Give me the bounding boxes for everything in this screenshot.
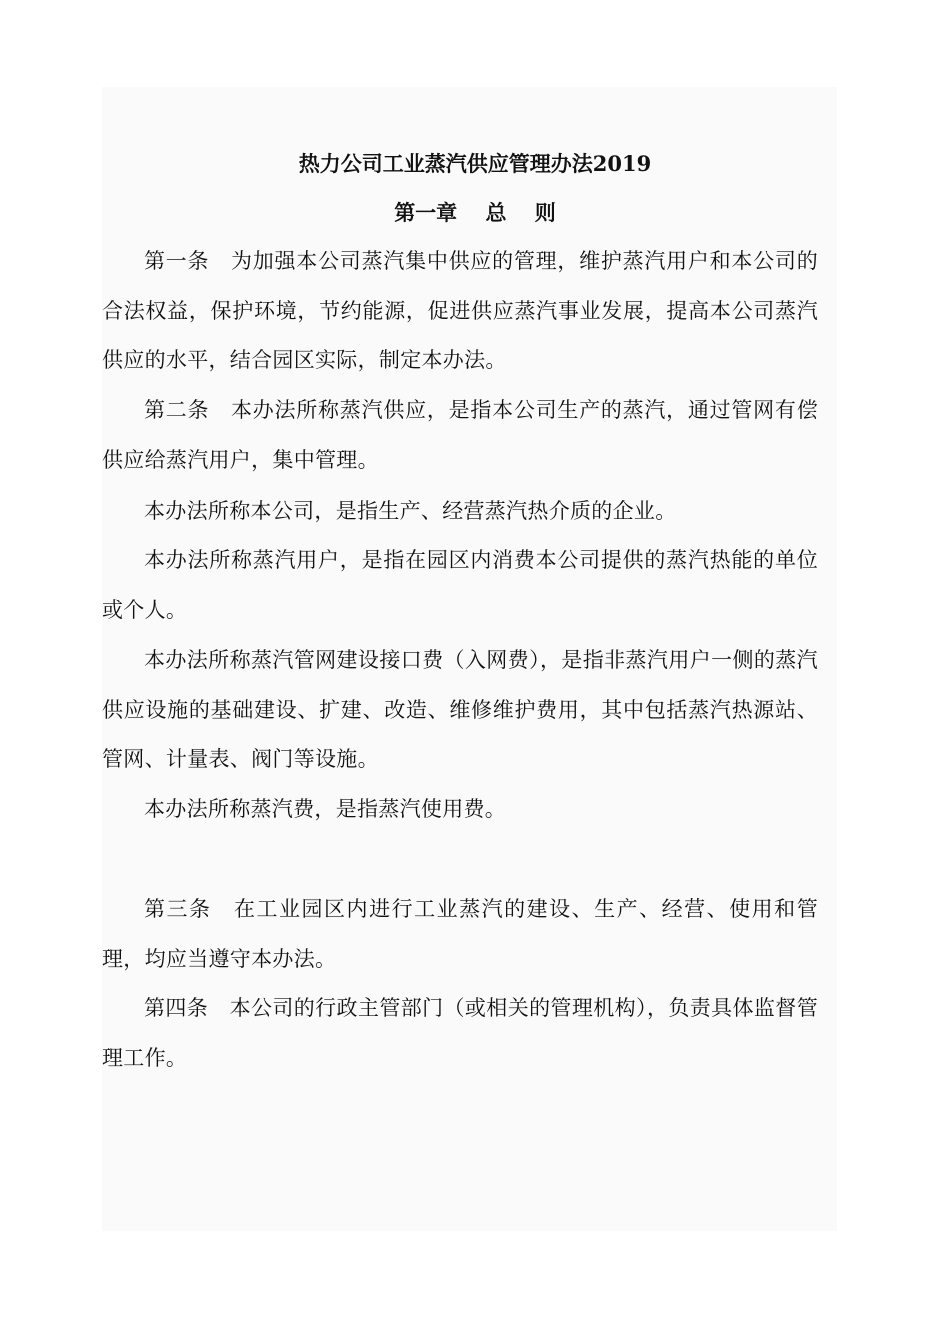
article-2-paragraph (102, 386, 818, 485)
article-label: 第三条 (144, 897, 235, 921)
paragraph-text: 本办法所称本公司，是指生产、经营蒸汽热介质的企业。 (144, 499, 677, 523)
definition-connection-fee-paragraph (102, 636, 818, 785)
chapter-heading: 第一章 总 则 (394, 200, 556, 225)
paragraph-text: 本办法所称蒸汽管网建设接口费（入网费），是指非蒸汽用户一侧的蒸汽供应设施的基础建设、扩建、改造、维修维护费用，其中包括蒸汽热源站、管网、计量表、阀门等设施。 (102, 648, 818, 771)
paragraph-text: 为加强本公司蒸汽集中供应的管理，维护蒸汽用户和本公司的合法权益，保护环境，节约能源，促进供应蒸汽事业发展，提高本公司蒸汽供应的水平，结合园区实际，制定本办法。 (102, 249, 818, 372)
article-label: 第一条 (144, 249, 232, 273)
paragraph-text: 在工业园区内进行工业蒸汽的建设、生产、经营、使用和管理，均应当遵守本办法。 (102, 897, 818, 971)
document-title: 热力公司工业蒸汽供应管理办法2019 (298, 151, 652, 176)
article-4-paragraph (102, 984, 818, 1083)
paragraph-text: 本办法所称蒸汽用户，是指在园区内消费本公司提供的蒸汽热能的单位或个人。 (102, 548, 818, 622)
paragraph-text: 本办法所称蒸汽供应，是指本公司生产的蒸汽，通过管网有偿供应给蒸汽用户，集中管理。 (102, 398, 818, 472)
definition-user-paragraph (102, 536, 818, 635)
article-label: 第四条 (144, 996, 230, 1020)
definition-company-paragraph (102, 487, 818, 537)
definition-steam-fee-paragraph (102, 785, 818, 835)
paragraph-text: 本办法所称蒸汽费，是指蒸汽使用费。 (144, 797, 507, 821)
article-label: 第二条 (144, 398, 232, 422)
article-1-paragraph (102, 237, 818, 386)
paragraph-text: 本公司的行政主管部门（或相关的管理机构），负责具体监督管理工作。 (102, 996, 818, 1070)
article-3-paragraph (102, 885, 818, 984)
